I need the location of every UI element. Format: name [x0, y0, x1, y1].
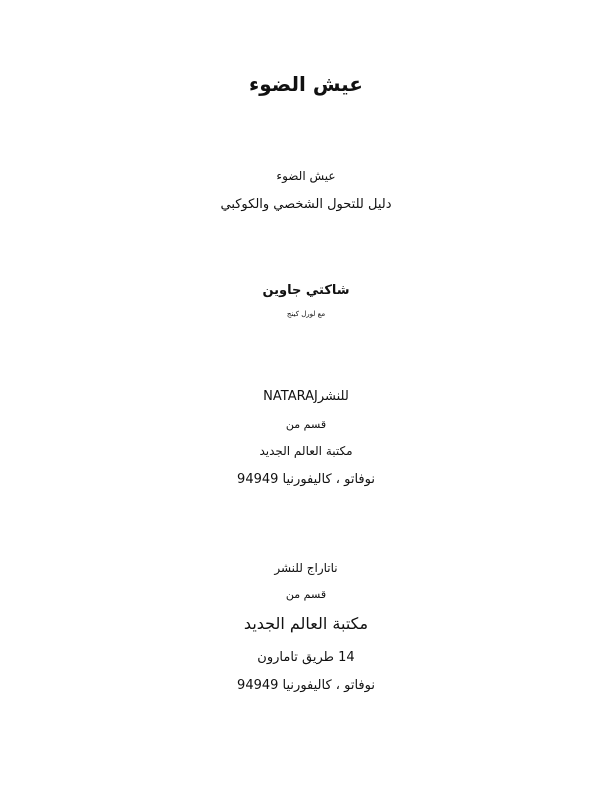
library-name: مكتبة العالم الجديد	[259, 444, 353, 458]
main-title: عيش الضوء	[249, 72, 363, 96]
publisher-name: NATARAJللنشر	[263, 389, 349, 404]
address-line: 14 طريق تامارون	[257, 650, 355, 665]
library-name: مكتبة العالم الجديد	[243, 614, 369, 633]
coauthor-name: مع لورل كينج	[286, 310, 326, 318]
subtitle: عيش الضوء	[276, 169, 336, 183]
city-line: نوفاتو ، كاليفورنيا 94949	[237, 472, 375, 487]
publisher-name: ناتاراج للنشر	[274, 561, 338, 575]
division-label: قسم من	[285, 588, 327, 601]
author-name: شاكتي جاوين	[262, 283, 350, 298]
city-line: نوفاتو ، كاليفورنيا 94949	[237, 678, 375, 693]
tagline: دليل للتحول الشخصي والكوكبي	[220, 197, 392, 212]
division-label: قسم من	[285, 418, 327, 431]
